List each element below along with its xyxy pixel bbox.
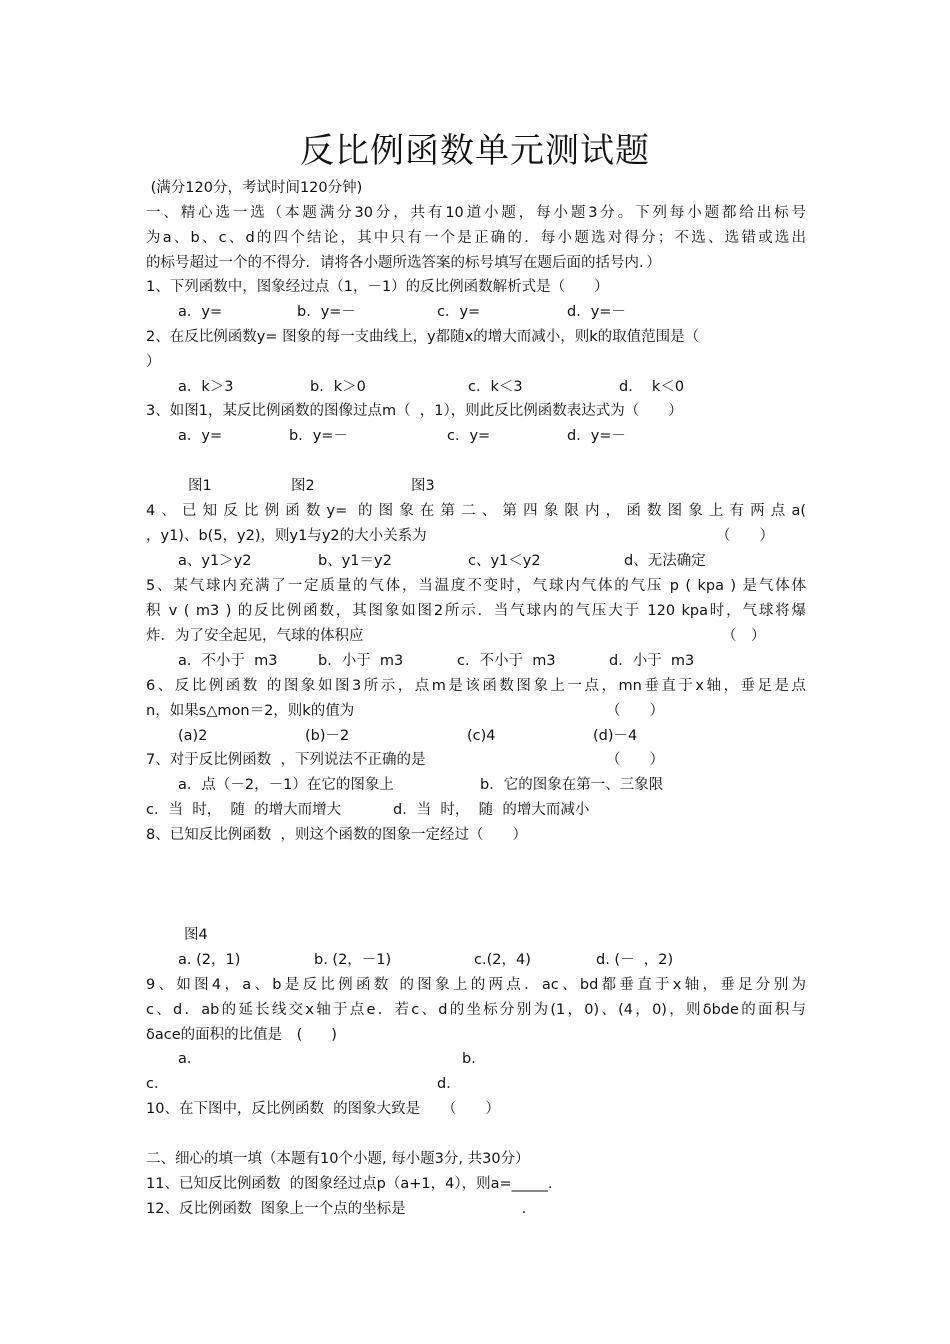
q6-option-c: (c)4 [467,728,496,744]
q5-option-c: c．不小于 m3 [457,653,556,669]
q9-option-d: d． [437,1076,461,1092]
q6-option-b: (b)－2 [305,728,350,744]
q1-option-a: a．y= [178,304,223,320]
page-title: 反比例函数单元测试题 [300,131,650,171]
q8-option-a: a. (2，1) [178,952,241,968]
q3-option-c: c．y= [447,428,491,444]
q4-stem-line1: 4、已知反比例函数y= 的图象在第二、第四象限内，函数图象上有两点a( [146,503,806,519]
q5-option-a: a．不小于 m3 [178,653,278,669]
q5-stem-line2: 积 v ( m3 ) 的反比例函数，其图象如图2所示．当气球内的气压大于 120 kpa时，气球将爆 [146,603,806,619]
q8-option-b: b. (2，－1) [314,952,392,968]
q9-option-c: c． [146,1076,169,1092]
q7-option-b: b．它的图象在第一、三象限 [480,777,664,793]
q5-stem-line3: 炸．为了安全起见，气球的体积应 [146,628,364,644]
section1-intro-line1: 一、精心选一选（本题满分30分，共有10道小题，每小题3分。下列每小题都给出标号 [146,205,806,221]
q9-stem-line2: c、d．ab的延长线交x轴于点e．若c、d的坐标分别为(1，0)、(4，0)，则δbde的面积与 [146,1002,806,1018]
q4-option-d: d、无法确定 [624,553,706,569]
q5-stem-line1: 5、某气球内充满了一定质量的气体，当温度不变时，气球内气体的气压 p ( kpa ) 是气体体 [146,578,806,594]
q6-stem-line2: n，如果s△mon＝2，则k的值为 [146,703,355,719]
q5-option-d: d．小于 m3 [609,653,695,669]
q8-option-c: c.(2，4) [474,952,531,968]
q8-stem: 8、已知反比例函数 ，则这个函数的图象一定经过（ ） [146,827,527,843]
q6-option-a: (a)2 [178,728,208,744]
q7-option-d: d．当 时， 随 的增大而减小 [393,802,590,818]
q9-option-a: a． [178,1051,202,1067]
q9-stem-line3: δace的面积的比值是 ( ) [146,1027,337,1043]
q1-option-b: b．y=－ [297,304,356,320]
q3-option-d: d．y=－ [567,428,626,444]
q8-option-d: d. (－ ，2) [596,952,674,968]
q2-option-d: d． k＜0 [619,379,685,395]
q12-stem: 12、反比例函数 图象上一个点的坐标是 . [146,1201,527,1217]
q9-option-b: b． [462,1051,486,1067]
section1-intro-line3: 的标号超过一个的不得分．请将各小题所选答案的标号填写在题后面的括号内．） [146,255,661,271]
figure-4-label: 图4 [184,927,208,943]
q3-option-b: b．y=－ [289,428,348,444]
q6-option-d: (d)－4 [593,728,638,744]
q6-answer-bracket: （ ） [606,703,664,719]
q11-stem: 11、已知反比例函数 的图象经过点p（a+1，4），则a=_____. [146,1176,553,1192]
q5-answer-bracket: （ ） [722,628,766,644]
q6-stem-line1: 6、反比例函数 的图象如图3所示，点m是该函数图象上一点，mn垂直于x轴，垂足是点 [146,678,806,694]
q5-option-b: b．小于 m3 [318,653,404,669]
q10-stem: 10、在下图中，反比例函数 的图象大致是 （ ） [146,1101,500,1117]
q3-option-a: a．y= [178,428,223,444]
q1-option-d: d．y=－ [567,304,626,320]
q9-stem-line1: 9、如图4，a、b是反比例函数 的图象上的两点．ac、bd都垂直于x轴，垂足分别为 [146,977,806,993]
q7-stem: 7、对于反比例函数 ，下列说法不正确的是 [146,752,426,768]
q4-answer-bracket: （ ） [716,528,774,544]
q7-option-c: c．当 时， 随 的增大而增大 [146,802,342,818]
q2-stem-line1: 2、在反比例函数y= 图象的每一支曲线上，y都随x的增大而减小，则k的取值范围是（ [146,329,700,345]
q7-option-a: a．点（－2，－1）在它的图象上 [178,777,394,793]
q2-stem-line2: ） [146,354,161,370]
q3-stem: 3、如图1，某反比例函数的图像过点m（ ，1），则此反比例函数表达式为（ ） [146,403,683,419]
q1-stem: 1、下列函数中，图象经过点（1，－1）的反比例函数解析式是（ ） [146,279,609,295]
section2-intro: 二、细心的填一填（本题有10个小题, 每小题3分, 共30分） [146,1151,530,1167]
q4-option-b: b、y1＝y2 [318,553,392,569]
figure-1-label: 图1 [188,478,212,494]
q4-option-c: c、y1＜y2 [468,553,541,569]
q4-stem-line2: ，y1)、b(5，y2)，则y1与y2的大小关系为 [146,528,427,544]
q2-option-c: c．k＜3 [468,379,523,395]
q2-option-a: a．k＞3 [178,379,234,395]
figure-3-label: 图3 [411,478,435,494]
section1-intro-line2: 为a、b、c、d的四个结论，其中只有一个是正确的．每小题选对得分；不选、选错或选出 [146,230,806,246]
q2-option-b: b．k＞0 [310,379,366,395]
q7-answer-bracket: （ ） [606,752,664,768]
q1-option-c: c．y= [437,304,481,320]
figure-2-label: 图2 [291,478,315,494]
score-time-note: (满分120分，考试时间120分钟) [146,180,363,196]
q4-option-a: a、y1＞y2 [178,553,252,569]
